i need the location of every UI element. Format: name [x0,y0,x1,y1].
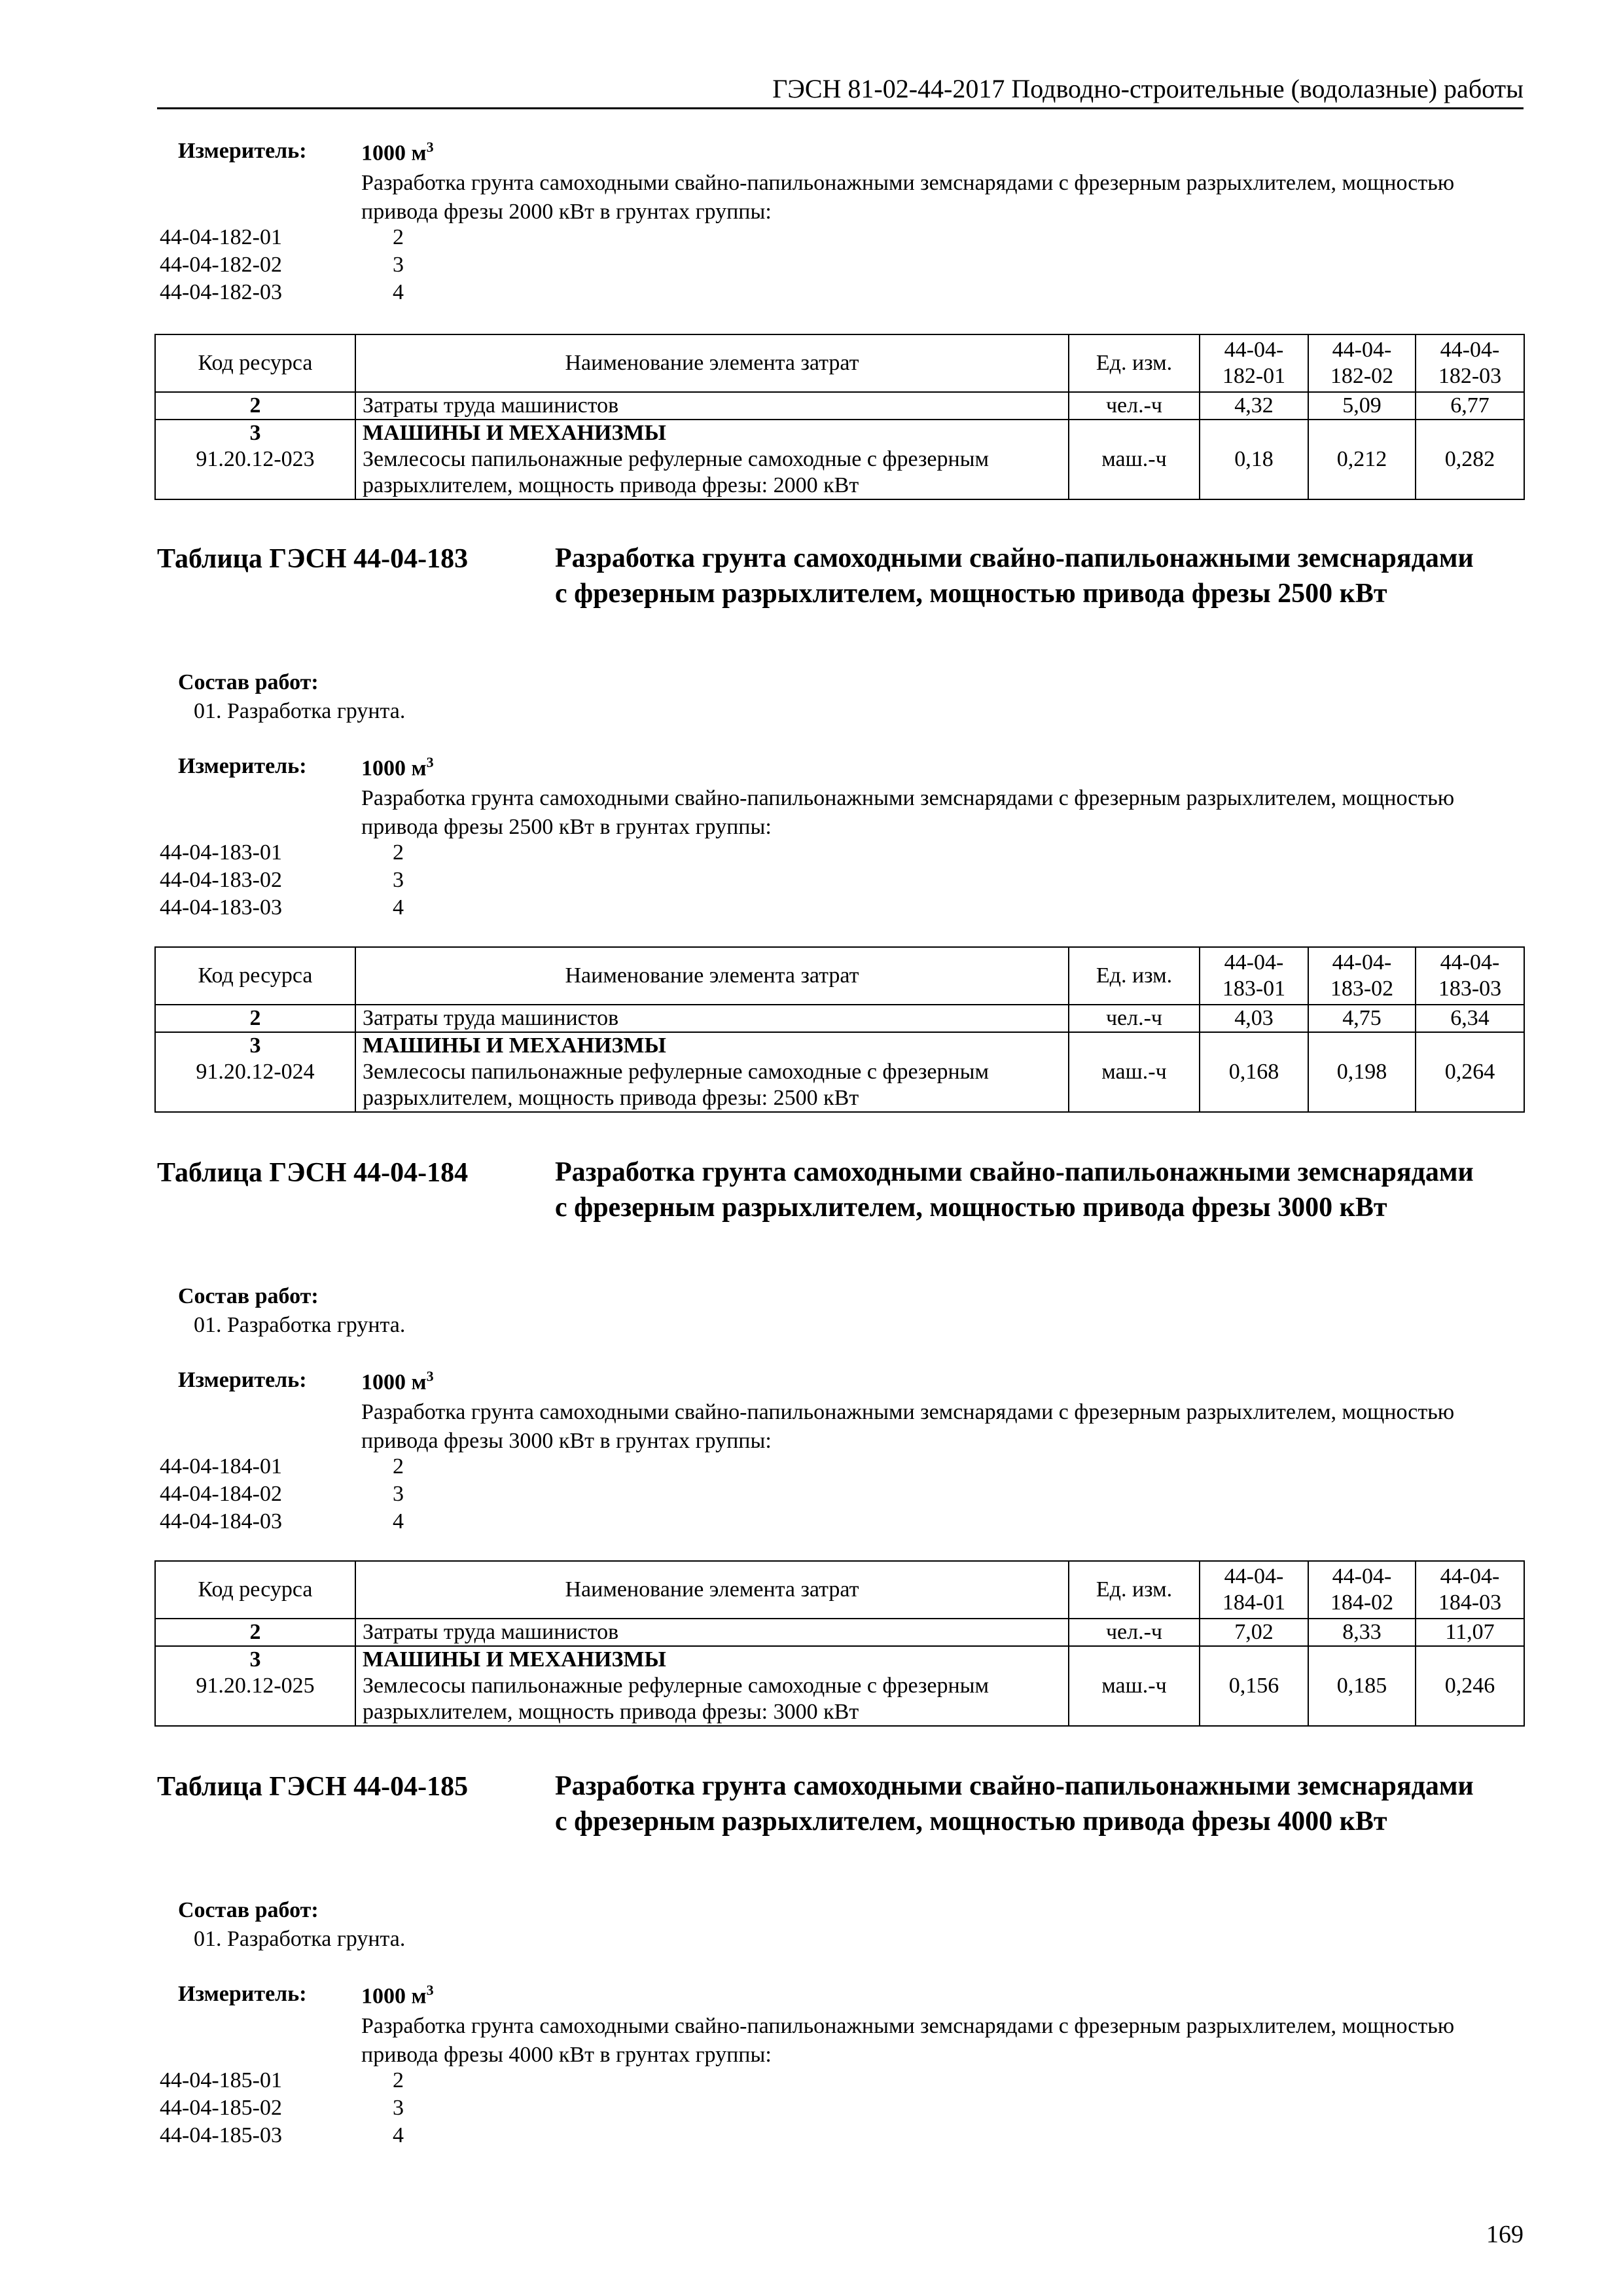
col-header-norm: 44-04- 182-02 [1308,334,1416,392]
col-header-unit: Ед. изм. [1069,334,1200,392]
norm-code: 44-04-182-02 [160,253,282,277]
measurer-unit: 1000 $м^3$ [361,1368,434,1395]
table-title: Разработка грунта самоходными свайно-папильонажными земснарядами с фрезерным разрыхлителем, мощностью привода фрезы 4000 кВт [555,1771,1474,1837]
soil-group: 3 [393,2096,404,2120]
table-row: 2 Затраты труда машинистов чел.-ч 7,02 8,33 11,07 [155,1619,1524,1646]
measurer-label: Измеритель: [178,754,307,778]
resource-table [154,1560,1525,1727]
norm-code: 44-04-183-02 [160,868,282,892]
col-header-code: Код ресурса [155,334,355,392]
soil-group: 4 [393,280,404,304]
soil-group: 3 [393,868,404,892]
work-item: 01. Разработка грунта. [194,1313,406,1337]
norm-code: 44-04-184-03 [160,1509,282,1534]
soil-group: 4 [393,895,404,920]
col-header-unit: Ед. изм. [1069,1561,1200,1619]
table-row: 3 91.20.12-023 МАШИНЫ И МЕХАНИЗМЫ Землесосы папильонажные рефулерные самоходные с фрезерным разрыхлителем, мощность привода фрезы: 2000 кВт маш.-ч 0,18 0,212 0,282 [155,420,1524,499]
table-title: Разработка грунта самоходными свайно-папильонажными земснарядами с фрезерным разрыхлителем, мощностью привода фрезы 3000 кВт [555,1157,1474,1223]
table-row: 3 91.20.12-025 МАШИНЫ И МЕХАНИЗМЫ Землесосы папильонажные рефулерные самоходные с фрезерным разрыхлителем, мощность привода фрезы: 3000 кВт маш.-ч 0,156 0,185 0,246 [155,1646,1524,1726]
col-header-norm: 44-04- 184-03 [1416,1561,1524,1619]
measurer-label: Измеритель: [178,1368,307,1392]
col-header-name: Наименование элемента затрат [355,947,1069,1005]
table-row: 3 91.20.12-024 МАШИНЫ И МЕХАНИЗМЫ Землесосы папильонажные рефулерные самоходные с фрезерным разрыхлителем, мощность привода фрезы: 2500 кВт маш.-ч 0,168 0,198 0,264 [155,1032,1524,1112]
norm-code: 44-04-183-03 [160,895,282,920]
col-header-name: Наименование элемента затрат [355,1561,1069,1619]
col-header-norm: 44-04- 183-02 [1308,947,1416,1005]
measurer-label: Измеритель: [178,139,307,163]
header-rule [157,107,1524,109]
norm-code: 44-04-182-03 [160,280,282,304]
measurer-unit: 1000 $м^3$ [361,754,434,781]
composition-label: Состав работ: [178,670,319,694]
resource-table [154,334,1525,500]
composition-label: Состав работ: [178,1898,319,1922]
norm-code: 44-04-183-01 [160,840,282,865]
col-header-code: Код ресурса [155,947,355,1005]
norm-code: 44-04-185-01 [160,2068,282,2092]
norm-code: 44-04-184-02 [160,1482,282,1506]
norm-code: 44-04-184-01 [160,1454,282,1479]
measurer-description: Разработка грунта самоходными свайно-папильонажными земснарядами с фрезерным разрыхлителем, мощностью привода фрезы 2000 кВт в грунтах группы: [361,171,1455,224]
col-header-norm: 44-04- 184-01 [1200,1561,1308,1619]
page-number: 169 [1486,2221,1524,2248]
soil-group: 4 [393,1509,404,1534]
col-header-norm: 44-04- 184-02 [1308,1561,1416,1619]
soil-group: 3 [393,253,404,277]
running-header: ГЭСН 81-02-44-2017 Подводно-строительные (водолазные) работы [772,74,1524,103]
table-row: 2 Затраты труда машинистов чел.-ч 4,03 4,75 6,34 [155,1005,1524,1032]
soil-group: 2 [393,840,404,865]
col-header-norm: 44-04- 182-03 [1416,334,1524,392]
measurer-description: Разработка грунта самоходными свайно-папильонажными земснарядами с фрезерным разрыхлителем, мощностью привода фрезы 3000 кВт в грунтах группы: [361,1400,1455,1453]
col-header-code: Код ресурса [155,1561,355,1619]
norm-code: 44-04-185-03 [160,2123,282,2147]
table-title: Разработка грунта самоходными свайно-папильонажными земснарядами с фрезерным разрыхлителем, мощностью привода фрезы 2500 кВт [555,543,1474,609]
col-header-norm: 44-04- 183-01 [1200,947,1308,1005]
col-header-name: Наименование элемента затрат [355,334,1069,392]
col-header-norm: 44-04- 183-03 [1416,947,1524,1005]
col-header-unit: Ед. изм. [1069,947,1200,1005]
measurer-unit: 1000 $м^3$ [361,1982,434,2009]
table-number: Таблица ГЭСН 44-04-183 [157,544,469,574]
measurer-label: Измеритель: [178,1982,307,2006]
resource-table [154,946,1525,1113]
work-item: 01. Разработка грунта. [194,699,406,723]
soil-group: 4 [393,2123,404,2147]
measurer-unit: 1000 $м^3$ [361,139,434,166]
soil-group: 2 [393,1454,404,1479]
norm-code: 44-04-182-01 [160,225,282,249]
soil-group: 3 [393,1482,404,1506]
soil-group: 2 [393,225,404,249]
soil-group: 2 [393,2068,404,2092]
col-header-norm: 44-04- 182-01 [1200,334,1308,392]
composition-label: Состав работ: [178,1284,319,1308]
table-number: Таблица ГЭСН 44-04-185 [157,1772,469,1802]
measurer-description: Разработка грунта самоходными свайно-папильонажными земснарядами с фрезерным разрыхлителем, мощностью привода фрезы 2500 кВт в грунтах группы: [361,786,1455,839]
table-row: 2 Затраты труда машинистов чел.-ч 4,32 5,09 6,77 [155,392,1524,420]
norm-code: 44-04-185-02 [160,2096,282,2120]
work-item: 01. Разработка грунта. [194,1927,406,1951]
table-number: Таблица ГЭСН 44-04-184 [157,1158,469,1188]
measurer-description: Разработка грунта самоходными свайно-папильонажными земснарядами с фрезерным разрыхлителем, мощностью привода фрезы 4000 кВт в грунтах группы: [361,2014,1455,2067]
